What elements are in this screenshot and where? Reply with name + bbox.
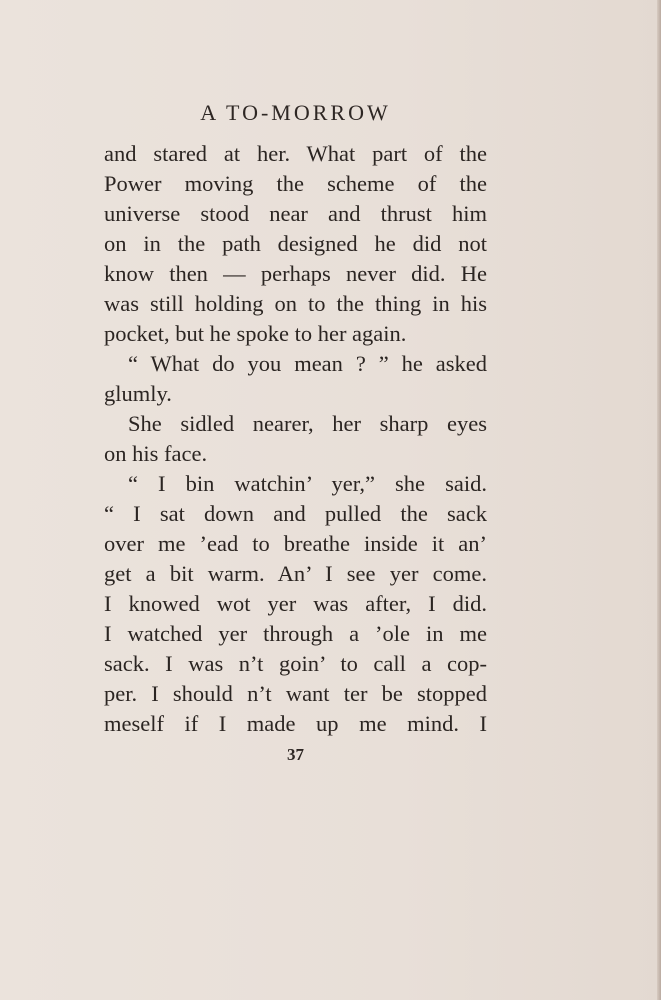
text-line: on in the path designed he did not — [104, 231, 487, 256]
text-line: and stared at her. What part of the — [104, 141, 487, 166]
page-edge — [657, 0, 661, 1000]
text-line: sack. I was n’t goin’ to call a cop- — [104, 651, 487, 676]
text-line: on his face. — [104, 441, 208, 466]
text-line: was still holding on to the thing in his — [104, 291, 487, 316]
text-line: universe stood near and thrust him — [104, 201, 487, 226]
text-line: “ What do you mean ? ” he asked — [128, 351, 487, 376]
text-line: know then — perhaps never did. He — [104, 261, 487, 286]
text-line: glumly. — [104, 381, 172, 406]
text-line: “ I bin watchin’ yer,” she said. — [128, 471, 487, 496]
text-line: Power moving the scheme of the — [104, 171, 487, 196]
running-head: A TO-MORROW — [200, 100, 391, 125]
text-line: She sidled nearer, her sharp eyes — [128, 411, 487, 436]
text-line: pocket, but he spoke to her again. — [104, 321, 407, 346]
text-line: “ I sat down and pulled the sack — [104, 501, 487, 526]
text-line: per. I should n’t want ter be stopped — [104, 681, 487, 706]
text-line: I watched yer through a ’ole in me — [104, 621, 487, 646]
page-number: 37 — [287, 745, 304, 764]
body-text — [104, 139, 487, 739]
text-line: get a bit warm. An’ I see yer come. — [104, 561, 487, 586]
text-line: over me ’ead to breathe inside it an’ — [104, 531, 487, 556]
text-line: meself if I made up me mind. I — [104, 711, 487, 736]
text-line: I knowed wot yer was after, I did. — [104, 591, 487, 616]
